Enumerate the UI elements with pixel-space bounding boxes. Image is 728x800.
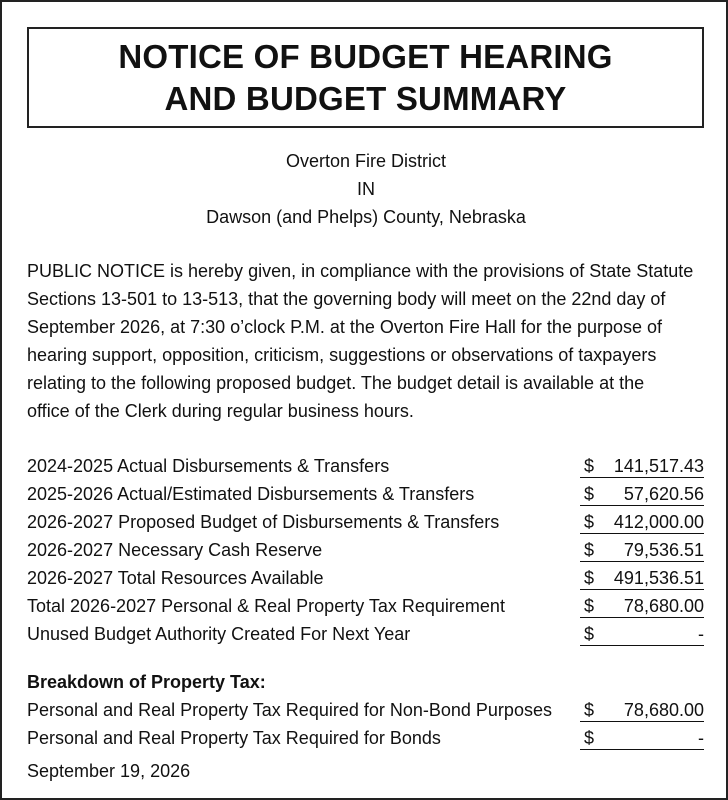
budget-row-amount: 141,517.43: [613, 456, 704, 476]
section-spacer: [27, 648, 707, 668]
budget-row: [27, 508, 707, 536]
budget-row-amount-cell: [580, 452, 704, 478]
currency-sign: $: [584, 728, 595, 748]
currency-sign: $: [584, 512, 595, 532]
budget-row: [27, 452, 707, 480]
budget-row-amount-cell: [580, 536, 704, 562]
currency-sign: $: [584, 540, 595, 560]
currency-sign: $: [584, 596, 595, 616]
notice-line: hearing support, opposition, criticism, suggestions or observations of taxpayers: [27, 345, 657, 365]
breakdown-row-amount: -: [698, 728, 704, 748]
budget-row-amount-cell: [580, 564, 704, 590]
notice-line: Sections 13-501 to 13-513, that the governing body will meet on the 22nd day of: [27, 289, 666, 309]
district-header: [2, 147, 728, 231]
public-notice-paragraph: [27, 257, 712, 425]
notice-line: relating to the following proposed budget. The budget detail is available at the: [27, 373, 645, 393]
budget-row-label: 2024-2025 Actual Disbursements & Transfers: [27, 456, 390, 476]
notice-line: September 2026, at 7:30 o’clock P.M. at the Overton Fire Hall for the purpose of: [27, 317, 663, 337]
budget-row: [27, 592, 707, 620]
notice-line: PUBLIC NOTICE is hereby given, in compliance with the provisions of State Statute: [27, 261, 694, 281]
breakdown-row-label: Personal and Real Property Tax Required for Non-Bond Purposes: [27, 700, 552, 720]
breakdown-row: [27, 696, 707, 724]
budget-row: [27, 480, 707, 508]
breakdown-row-amount-cell: [580, 696, 704, 722]
budget-row-amount: -: [698, 624, 704, 644]
budget-row-amount: 491,536.51: [613, 568, 704, 588]
budget-row-amount-cell: [580, 480, 704, 506]
budget-row: [27, 564, 707, 592]
county-name: Dawson (and Phelps) County, Nebraska: [206, 207, 526, 227]
budget-row-label: 2026-2027 Proposed Budget of Disbursements & Transfers: [27, 512, 500, 532]
breakdown-heading-label: Breakdown of Property Tax:: [27, 672, 266, 692]
budget-row-label: 2026-2027 Total Resources Available: [27, 568, 324, 588]
budget-row-amount: 412,000.00: [613, 512, 704, 532]
currency-sign: $: [584, 568, 595, 588]
title-line-2: AND BUDGET SUMMARY: [164, 79, 567, 117]
breakdown-heading: [27, 668, 707, 696]
budget-row-amount: 79,536.51: [623, 540, 704, 560]
title-line-1: NOTICE OF BUDGET HEARING: [118, 37, 613, 75]
breakdown-row-amount: 78,680.00: [623, 700, 704, 720]
entity-name: Overton Fire District: [285, 151, 447, 171]
in-label: IN: [357, 179, 375, 199]
notice-date: September 19, 2026: [27, 761, 191, 781]
budget-row-label: 2026-2027 Necessary Cash Reserve: [27, 540, 323, 560]
breakdown-row-amount-cell: [580, 724, 704, 750]
budget-row-label: 2025-2026 Actual/Estimated Disbursements & Transfers: [27, 484, 475, 504]
budget-row-amount: 78,680.00: [623, 596, 704, 616]
budget-row-amount-cell: [580, 620, 704, 646]
budget-row-amount-cell: [580, 508, 704, 534]
budget-row: [27, 620, 707, 648]
budget-row-label: Total 2026-2027 Personal & Real Property Tax Requirement: [27, 596, 505, 616]
budget-row-label: Unused Budget Authority Created For Next Year: [27, 624, 411, 644]
budget-summary: [27, 452, 707, 752]
breakdown-row: [27, 724, 707, 752]
currency-sign: $: [584, 456, 595, 476]
title-box: [27, 27, 704, 128]
breakdown-row-label: Personal and Real Property Tax Required for Bonds: [27, 728, 441, 748]
currency-sign: $: [584, 700, 595, 720]
currency-sign: $: [584, 484, 595, 504]
budget-row-amount-cell: [580, 592, 704, 618]
currency-sign: $: [584, 624, 595, 644]
budget-row: [27, 536, 707, 564]
notice-line: office of the Clerk during regular business hours.: [27, 401, 414, 421]
budget-row-amount: 57,620.56: [623, 484, 704, 504]
